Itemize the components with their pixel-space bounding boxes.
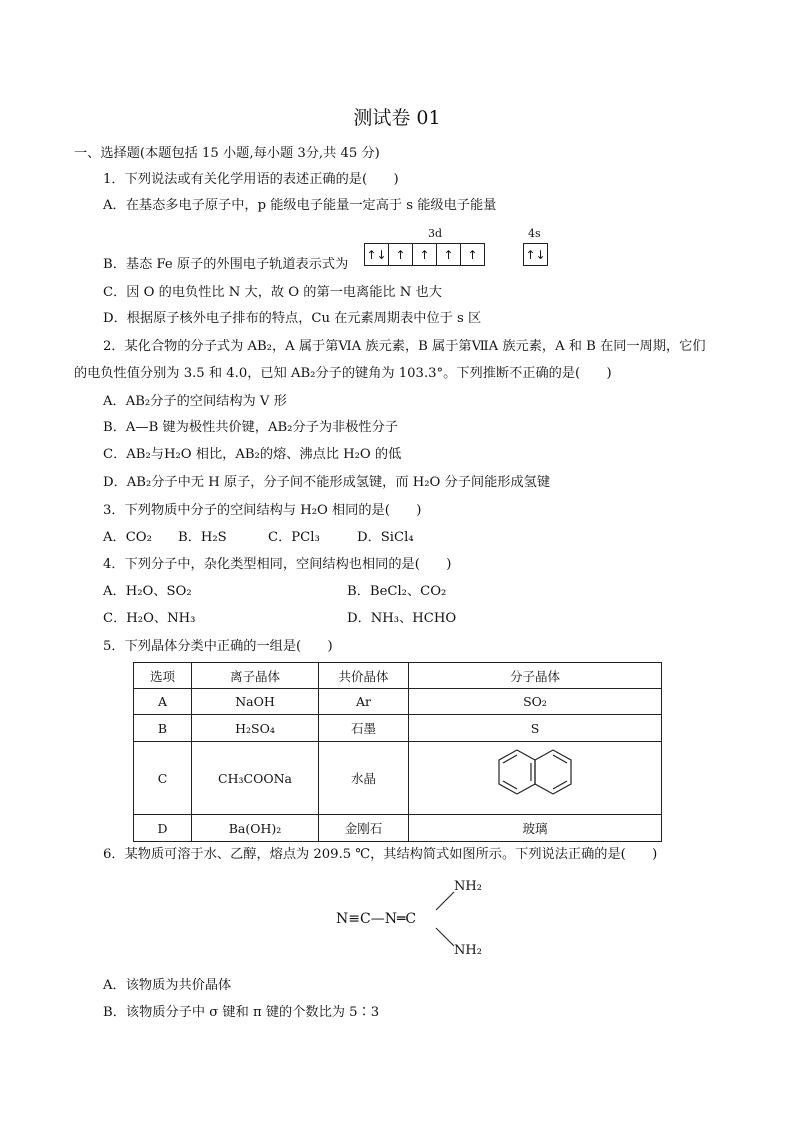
table-row bbox=[134, 715, 662, 742]
table-cell: Ba(OH)₂ bbox=[192, 815, 319, 842]
table-header-row bbox=[134, 663, 662, 689]
table-row bbox=[134, 815, 662, 842]
header-cell: 共价晶体 bbox=[319, 663, 409, 689]
q4-option-c: C．H₂O、NH₃ bbox=[103, 611, 196, 626]
q1-option-c: C．因 O 的电负性比 N 大，故 O 的第一电离能比 N 也大 bbox=[103, 285, 442, 300]
header-cell: 选项 bbox=[134, 663, 192, 689]
orbital-diagram-4s bbox=[523, 243, 548, 266]
q2-stem-line1: 2．某化合物的分子式为 AB₂，A 属于第ⅥA 族元素，B 属于第ⅦA 族元素，A 和 B 在同一周期，它们 bbox=[103, 339, 706, 354]
section-heading: 一、选择题(本题包括 15 小题,每小题 3分,共 45 分) bbox=[74, 146, 380, 161]
table-cell: 水晶 bbox=[319, 742, 409, 815]
q4-option-b: B．BeCl₂、CO₂ bbox=[347, 584, 447, 599]
q1-stem: 1．下列说法或有关化学用语的表述正确的是( ) bbox=[103, 172, 399, 187]
q2-option-d: D．AB₂分子中无 H 原子，分子间不能形成氢键，而 H₂O 分子间能形成氢键 bbox=[103, 475, 551, 490]
table-cell: CH₃COONa bbox=[192, 742, 319, 815]
dicyandiamide-structure bbox=[330, 872, 500, 967]
q2-option-c: C．AB₂与H₂O 相比，AB₂的熔、沸点比 H₂O 的低 bbox=[103, 447, 402, 462]
page-title: 测试卷 01 bbox=[353, 107, 441, 129]
q5-stem: 5．下列晶体分类中正确的一组是( ) bbox=[103, 639, 333, 654]
structure-bonds bbox=[330, 872, 500, 967]
q4-stem: 4．下列分子中，杂化类型相同，空间结构也相同的是( ) bbox=[103, 557, 452, 572]
q3-option-a: A．CO₂ bbox=[103, 530, 152, 545]
header-cell: 离子晶体 bbox=[192, 663, 319, 689]
orbital-3d-box: ↑↓ bbox=[365, 244, 389, 265]
table-cell: 玻璃 bbox=[409, 815, 662, 842]
table-cell: A bbox=[134, 689, 192, 715]
orbital-4s-box: ↑↓ bbox=[525, 247, 546, 262]
table-cell: S bbox=[409, 715, 662, 742]
structure-nh2-bottom: NH₂ bbox=[454, 943, 482, 958]
q2-option-b: B．A—B 键为极性共价键，AB₂分子为非极性分子 bbox=[103, 420, 398, 435]
orbital-3d-box: ↑ bbox=[467, 247, 478, 262]
table-row bbox=[134, 689, 662, 715]
orbital-3d-label: 3d bbox=[428, 227, 443, 240]
naphthalene-structure-cell bbox=[409, 742, 662, 815]
header-cell: 分子晶体 bbox=[409, 663, 662, 689]
q3-option-c: C．PCl₃ bbox=[268, 530, 320, 545]
structure-main-chain: N≡C—N═C bbox=[336, 911, 417, 927]
q2-option-a: A．AB₂分子的空间结构为 V 形 bbox=[103, 394, 287, 409]
orbital-3d-box: ↑ bbox=[437, 244, 461, 265]
q6-option-b: B．该物质分子中 σ 键和 π 键的个数比为 5∶3 bbox=[103, 1005, 380, 1020]
q3-option-d: D．SiCl₄ bbox=[357, 530, 414, 545]
crystal-table bbox=[133, 662, 662, 842]
table-row bbox=[134, 742, 662, 815]
orbital-4s-label: 4s bbox=[528, 227, 541, 240]
orbital-3d-box: ↑ bbox=[389, 244, 413, 265]
q6-stem: 6．某物质可溶于水、乙醇，熔点为 209.5 ℃，其结构简式如图所示。下列说法正确的是( ) bbox=[103, 847, 658, 862]
q1-option-d: D．根据原子核外电子排布的特点，Cu 在元素周期表中位于 s 区 bbox=[103, 311, 482, 326]
table-cell: C bbox=[134, 742, 192, 815]
table-cell: 石墨 bbox=[319, 715, 409, 742]
table-cell: SO₂ bbox=[409, 689, 662, 715]
naphthalene-structure bbox=[495, 747, 575, 807]
table-cell: D bbox=[134, 815, 192, 842]
table-cell: NaOH bbox=[192, 689, 319, 715]
q3-option-b: B．H₂S bbox=[178, 530, 227, 545]
q4-option-a: A．H₂O、SO₂ bbox=[103, 584, 192, 599]
table-cell: B bbox=[134, 715, 192, 742]
q6-option-a: A．该物质为共价晶体 bbox=[103, 978, 232, 993]
orbital-3d-box: ↑ bbox=[413, 244, 437, 265]
q2-stem-line2: 的电负性值分别为 3.5 和 4.0，已知 AB₂分子的键角为 103.3°。下列推断不正确的是( ) bbox=[74, 366, 612, 381]
q1-option-b: B．基态 Fe 原子的外围电子轨道表示式为 bbox=[103, 257, 349, 272]
table-cell: 金刚石 bbox=[319, 815, 409, 842]
q3-stem: 3．下列物质中分子的空间结构与 H₂O 相同的是( ) bbox=[103, 503, 422, 518]
table-cell: H₂SO₄ bbox=[192, 715, 319, 742]
q1-option-a: A．在基态多电子原子中，p 能级电子能量一定高于 s 能级电子能量 bbox=[103, 198, 497, 213]
orbital-diagram-3d bbox=[364, 243, 485, 266]
structure-nh2-top: NH₂ bbox=[454, 879, 482, 894]
table-cell: Ar bbox=[319, 689, 409, 715]
q4-option-d: D．NH₃、HCHO bbox=[347, 611, 457, 626]
